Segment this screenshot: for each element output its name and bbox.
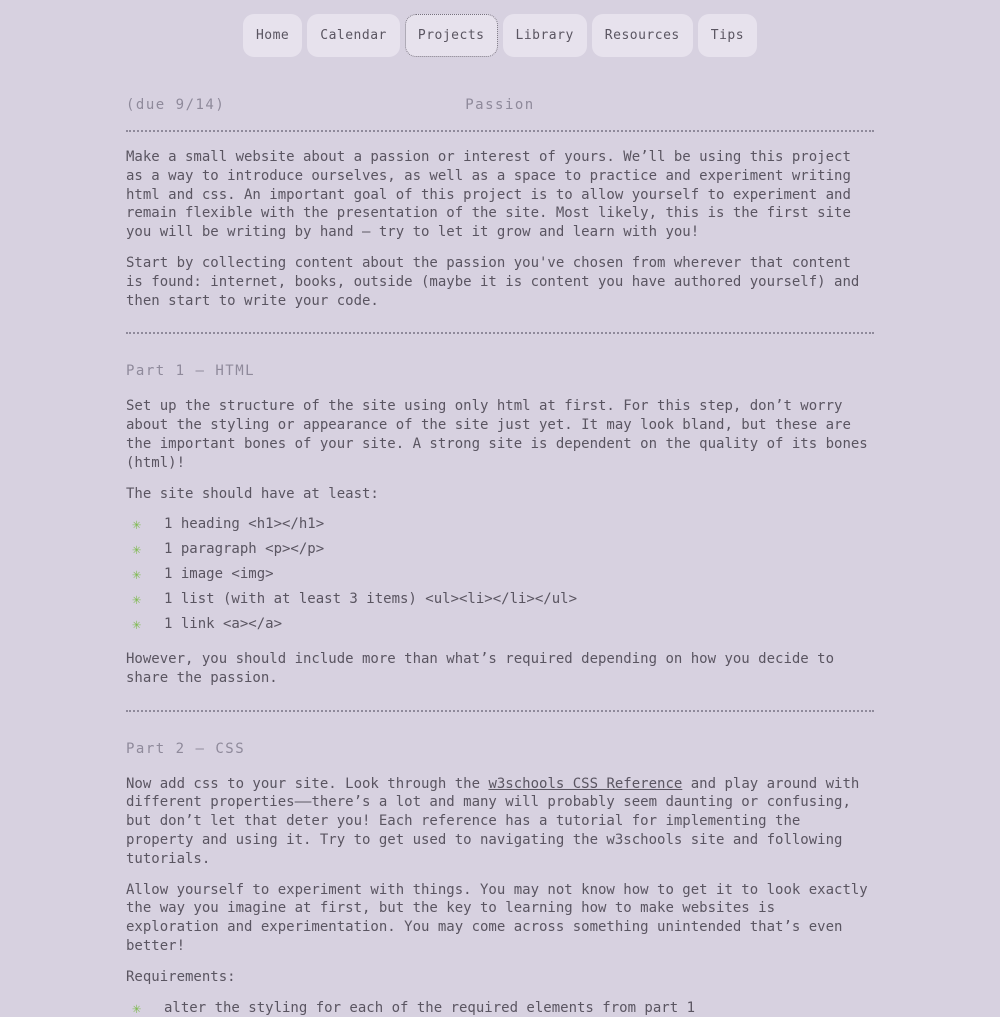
- list-item-text: 1 image <img>: [164, 566, 274, 583]
- part1-paragraph-1: Set up the structure of the site using only html at first. For this step, don’t worry about the styling or appearance of the site just yet. It may look bland, but these are the important bones of your site. A strong site is dependent on the quality of its bones (html)!: [126, 398, 868, 471]
- list-item-text: 1 link <a></a>: [164, 616, 283, 633]
- list-item: [126, 540, 874, 559]
- part1-list-intro: The site should have at least:: [126, 485, 379, 502]
- main-nav: [0, 0, 1000, 57]
- list-item: [126, 565, 874, 584]
- separator: [126, 710, 874, 712]
- page-title: Passion: [465, 97, 535, 113]
- due-date: (due 9/14): [126, 97, 226, 113]
- nav-tab-projects[interactable]: Projects: [405, 14, 498, 57]
- nav-tab-library[interactable]: Library: [503, 14, 587, 57]
- part2-paragraph-1-text: Now add css to your site. Look through the: [126, 775, 489, 792]
- part2-paragraph-2: Allow yourself to experiment with things. You may not know how to get it to look exactly the way you imagine at first, but the key to learning how to make websites is exploration and experimentation. You may come across something unintended that’s even better!: [126, 881, 868, 955]
- asterisk-bullet-icon: ✳: [132, 565, 142, 584]
- list-item: [126, 590, 874, 609]
- list-item-text: 1 heading <h1></h1>: [164, 516, 325, 533]
- list-item: [126, 999, 874, 1017]
- project-page: [126, 97, 874, 1017]
- nav-tab-tips[interactable]: Tips: [698, 14, 757, 57]
- nav-tab-resources[interactable]: Resources: [592, 14, 693, 57]
- intro-section: [126, 148, 874, 310]
- part1-requirements-list: [126, 515, 874, 634]
- doc-header: [126, 97, 874, 116]
- intro-paragraph-2: Start by collecting content about the passion you've chosen from wherever that content is found: internet, books, outside (maybe it is content you have authored yourself) and then start to write your code.: [126, 254, 860, 309]
- list-item-text: alter the styling for each of the required elements from part 1: [164, 999, 696, 1016]
- nav-tab-home[interactable]: Home: [243, 14, 302, 57]
- w3schools-css-reference-link[interactable]: w3schools CSS Reference: [488, 775, 683, 792]
- asterisk-bullet-icon: ✳: [132, 615, 142, 634]
- list-item-text: 1 list (with at least 3 items) <ul><li></li></ul>: [164, 591, 578, 608]
- part2-heading: Part 2 — CSS: [126, 740, 246, 757]
- separator: [126, 332, 874, 334]
- requirements-label: Requirements:: [126, 968, 236, 985]
- intro-paragraph-1: Make a small website about a passion or interest of yours. We’ll be using this project as a way to introduce ourselves, as well as a space to practice and experiment writing html and css. An important goal of this project is to allow yourself to experiment and remain flexible with the presentation of the site. Most likely, this is the first site you will be writing by hand — try to let it grow and learn with you!: [126, 149, 851, 241]
- list-item: [126, 515, 874, 534]
- part2-paragraph-1-text: and play around with different properties——there’s a lot and many will probably seem daunting or confusing, but don’t let that deter you! Each reference has a tutorial for implementing the property and using it. Try to get used to navigating the w3schools site and following tutorials.: [126, 775, 860, 867]
- list-item-text: 1 paragraph <p></p>: [164, 541, 325, 558]
- list-item: [126, 615, 874, 634]
- part1-heading: Part 1 — HTML: [126, 363, 256, 380]
- part2-paragraph-1: [126, 775, 874, 869]
- part1-paragraph-2: However, you should include more than what’s required depending on how you decide to share the passion.: [126, 651, 835, 686]
- asterisk-bullet-icon: ✳: [132, 540, 142, 559]
- asterisk-bullet-icon: ✳: [132, 515, 142, 534]
- asterisk-bullet-icon: ✳: [132, 590, 142, 609]
- part2-requirements-list: [126, 999, 874, 1017]
- asterisk-bullet-icon: ✳: [132, 998, 142, 1017]
- part1-section: [126, 362, 874, 687]
- part2-section: [126, 740, 874, 1017]
- nav-tab-calendar[interactable]: Calendar: [307, 14, 400, 57]
- separator: [126, 130, 874, 132]
